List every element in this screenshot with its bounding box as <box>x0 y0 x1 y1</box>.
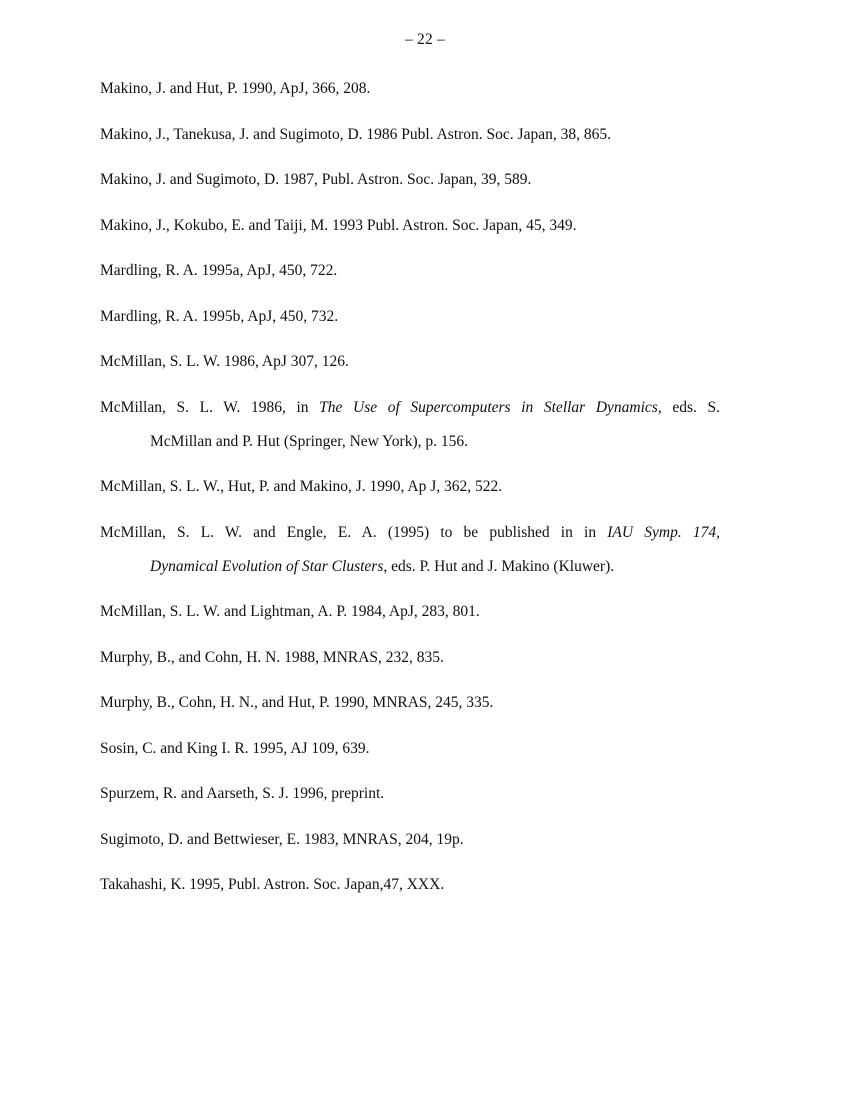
page-number: – 22 – <box>405 31 445 48</box>
reference-line <box>100 516 720 550</box>
reference-line <box>100 254 720 288</box>
reference-entry <box>100 823 720 857</box>
reference-text: Makino, J. and Hut, P. 1990, ApJ, 366, 208. <box>100 80 371 97</box>
reference-entry <box>100 254 720 288</box>
reference-line <box>100 345 720 379</box>
reference-entry <box>100 300 720 334</box>
reference-text: Makino, J., Tanekusa, J. and Sugimoto, D. 1986 Publ. Astron. Soc. Japan, 38, 865. <box>100 125 611 143</box>
reference-entry <box>100 868 720 902</box>
reference-line <box>100 732 720 766</box>
reference-entry <box>100 118 720 152</box>
reference-text: McMillan, S. L. W. and Engle, E. A. (1995) to be published in in <box>100 523 608 541</box>
reference-text: Spurzem, R. and Aarseth, S. J. 1996, preprint. <box>100 785 385 802</box>
reference-entry <box>100 345 720 379</box>
reference-entry <box>100 777 720 811</box>
reference-text: , eds. S. <box>657 398 720 416</box>
reference-line <box>100 686 720 720</box>
reference-text: Sugimoto, D. and Bettwieser, E. 1983, MNRAS, 204, 19p. <box>100 830 464 848</box>
reference-entry <box>100 72 720 106</box>
reference-entry <box>100 595 720 629</box>
reference-text: , eds. P. Hut and J. Makino (Kluwer). <box>383 557 615 575</box>
reference-list <box>100 72 720 914</box>
reference-text: McMillan and P. Hut (Springer, New York), p. 156. <box>150 432 468 450</box>
reference-line <box>100 209 720 243</box>
reference-text: Makino, J. and Sugimoto, D. 1987, Publ. Astron. Soc. Japan, 39, 589. <box>100 171 532 188</box>
reference-text: Makino, J., Kokubo, E. and Taiji, M. 1993 Publ. Astron. Soc. Japan, 45, 349. <box>100 216 577 234</box>
reference-entry <box>100 516 720 584</box>
reference-line <box>100 163 720 197</box>
reference-text: McMillan, S. L. W., Hut, P. and Makino, J. 1990, Ap J, 362, 522. <box>100 478 503 495</box>
reference-text: Takahashi, K. 1995, Publ. Astron. Soc. Japan,47, XXX. <box>100 876 445 893</box>
reference-entry <box>100 732 720 766</box>
reference-line <box>100 823 720 857</box>
reference-line <box>100 550 720 584</box>
reference-line <box>100 300 720 334</box>
reference-entry <box>100 470 720 504</box>
reference-title-italic: IAU Symp. 174, <box>607 523 720 541</box>
reference-title-italic: Dynamical Evolution of Star Clusters <box>150 557 384 575</box>
reference-line <box>100 777 720 811</box>
reference-text: Mardling, R. A. 1995b, ApJ, 450, 732. <box>100 307 339 325</box>
reference-line <box>100 595 720 629</box>
reference-text: Sosin, C. and King I. R. 1995, AJ 109, 639. <box>100 739 370 757</box>
reference-line <box>100 425 720 459</box>
reference-entry <box>100 391 720 459</box>
reference-text: McMillan, S. L. W. 1986, ApJ 307, 126. <box>100 353 349 370</box>
reference-line <box>100 72 720 106</box>
reference-text: McMillan, S. L. W. and Lightman, A. P. 1984, ApJ, 283, 801. <box>100 603 480 620</box>
reference-entry <box>100 686 720 720</box>
reference-line <box>100 641 720 675</box>
reference-entry <box>100 163 720 197</box>
reference-text: Mardling, R. A. 1995a, ApJ, 450, 722. <box>100 262 338 279</box>
reference-title-italic: The Use of Supercomputers in Stellar Dynamics <box>319 398 658 416</box>
reference-text: Murphy, B., and Cohn, H. N. 1988, MNRAS, 232, 835. <box>100 648 444 666</box>
reference-text: McMillan, S. L. W. 1986, in <box>100 398 320 416</box>
reference-entry <box>100 209 720 243</box>
reference-line <box>100 391 720 425</box>
reference-line <box>100 470 720 504</box>
reference-line <box>100 868 720 902</box>
reference-line <box>100 118 720 152</box>
reference-entry <box>100 641 720 675</box>
reference-text: Murphy, B., Cohn, H. N., and Hut, P. 1990, MNRAS, 245, 335. <box>100 694 494 711</box>
